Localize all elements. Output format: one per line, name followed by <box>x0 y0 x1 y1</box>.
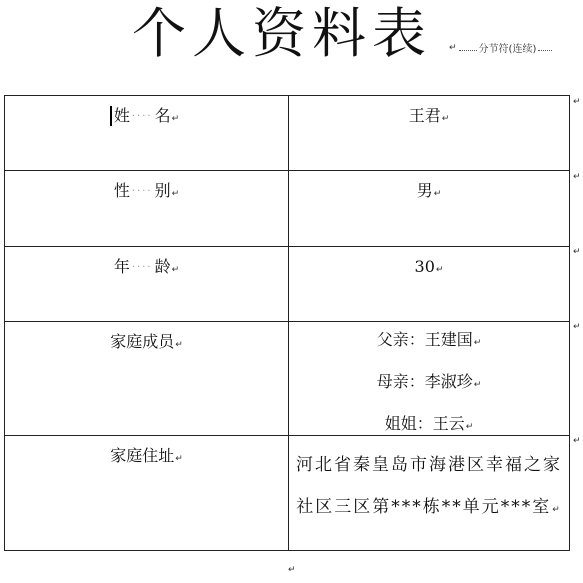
section-break-label: 分节符(连续) <box>478 44 537 55</box>
label-name-last: 名 <box>154 106 171 125</box>
paragraph-mark-icon: ↵ <box>552 505 562 515</box>
page-title: 个人资料表 <box>132 2 432 65</box>
label-address: 家庭住址 <box>110 446 175 465</box>
paragraph-mark-icon: ↵ <box>473 380 482 390</box>
table-row-gender <box>5 171 570 247</box>
paragraph-mark-icon: ↵ <box>435 265 444 275</box>
table-row-age <box>5 247 570 322</box>
paragraph-mark-icon: ↵ <box>175 454 183 464</box>
space-dots: ···· <box>131 185 153 197</box>
label-family: 家庭成员 <box>110 332 175 351</box>
paragraph-mark-icon: ↵ <box>433 189 442 199</box>
paragraph-mark-icon: ↵ <box>465 422 474 432</box>
cell-label-name[interactable] <box>5 96 289 171</box>
family-member-line <box>289 416 569 435</box>
family-member-father: 父亲：王建国 <box>376 330 473 349</box>
profile-table <box>4 95 570 551</box>
row-end-mark-icon: ↵ <box>573 172 581 182</box>
family-member-mother: 母亲：李淑珍 <box>376 372 473 391</box>
section-break-marker <box>448 40 552 55</box>
paragraph-mark-icon: ↵ <box>449 42 457 53</box>
cell-label-gender[interactable] <box>5 171 289 247</box>
section-break-dots-left <box>459 44 477 51</box>
family-member-line <box>289 332 569 351</box>
space-dots: ···· <box>131 261 153 273</box>
label-gender-last: 别 <box>154 181 171 200</box>
row-end-mark-icon: ↵ <box>573 97 581 107</box>
paragraph-mark-icon: ↵ <box>171 114 180 124</box>
family-member-line <box>289 374 569 393</box>
table-row-family <box>5 322 570 436</box>
paragraph-mark-icon: ↵ <box>441 114 450 124</box>
cell-value-name[interactable] <box>289 96 570 171</box>
table-row-address <box>5 436 570 551</box>
title-area <box>0 0 583 82</box>
label-gender-first: 性 <box>113 181 130 200</box>
value-name: 王君 <box>408 106 441 125</box>
label-name-first: 姓 <box>113 106 130 125</box>
space-dots: ···· <box>131 110 153 122</box>
row-end-mark-icon: ↵ <box>573 247 581 257</box>
family-member-sister: 姐姐：王云 <box>384 414 465 433</box>
cell-label-family[interactable] <box>5 322 289 436</box>
cell-value-age[interactable] <box>289 247 570 322</box>
label-age-first: 年 <box>113 257 130 276</box>
paragraph-mark-icon: ↵ <box>175 340 183 350</box>
label-age-last: 龄 <box>154 257 171 276</box>
paragraph-mark-icon: ↵ <box>288 565 296 575</box>
value-address: 河北省秦皇岛市海港区幸福之家社区三区第***栋**单元***室 <box>296 455 562 517</box>
paragraph-mark-icon: ↵ <box>171 189 180 199</box>
section-break-dots-right <box>538 44 552 51</box>
paragraph-mark-icon: ↵ <box>171 265 180 275</box>
value-gender: 男 <box>416 181 433 200</box>
cell-label-age[interactable] <box>5 247 289 322</box>
row-end-mark-icon: ↵ <box>573 322 581 332</box>
cell-value-family[interactable] <box>289 322 570 436</box>
paragraph-mark-icon: ↵ <box>473 338 482 348</box>
cell-label-address[interactable] <box>5 436 289 551</box>
cell-value-address[interactable] <box>289 436 570 551</box>
row-end-mark-icon: ↵ <box>573 436 581 446</box>
text-cursor <box>110 106 112 126</box>
table-row-name <box>5 96 570 171</box>
cell-value-gender[interactable] <box>289 171 570 247</box>
value-age: 30 <box>414 257 435 276</box>
